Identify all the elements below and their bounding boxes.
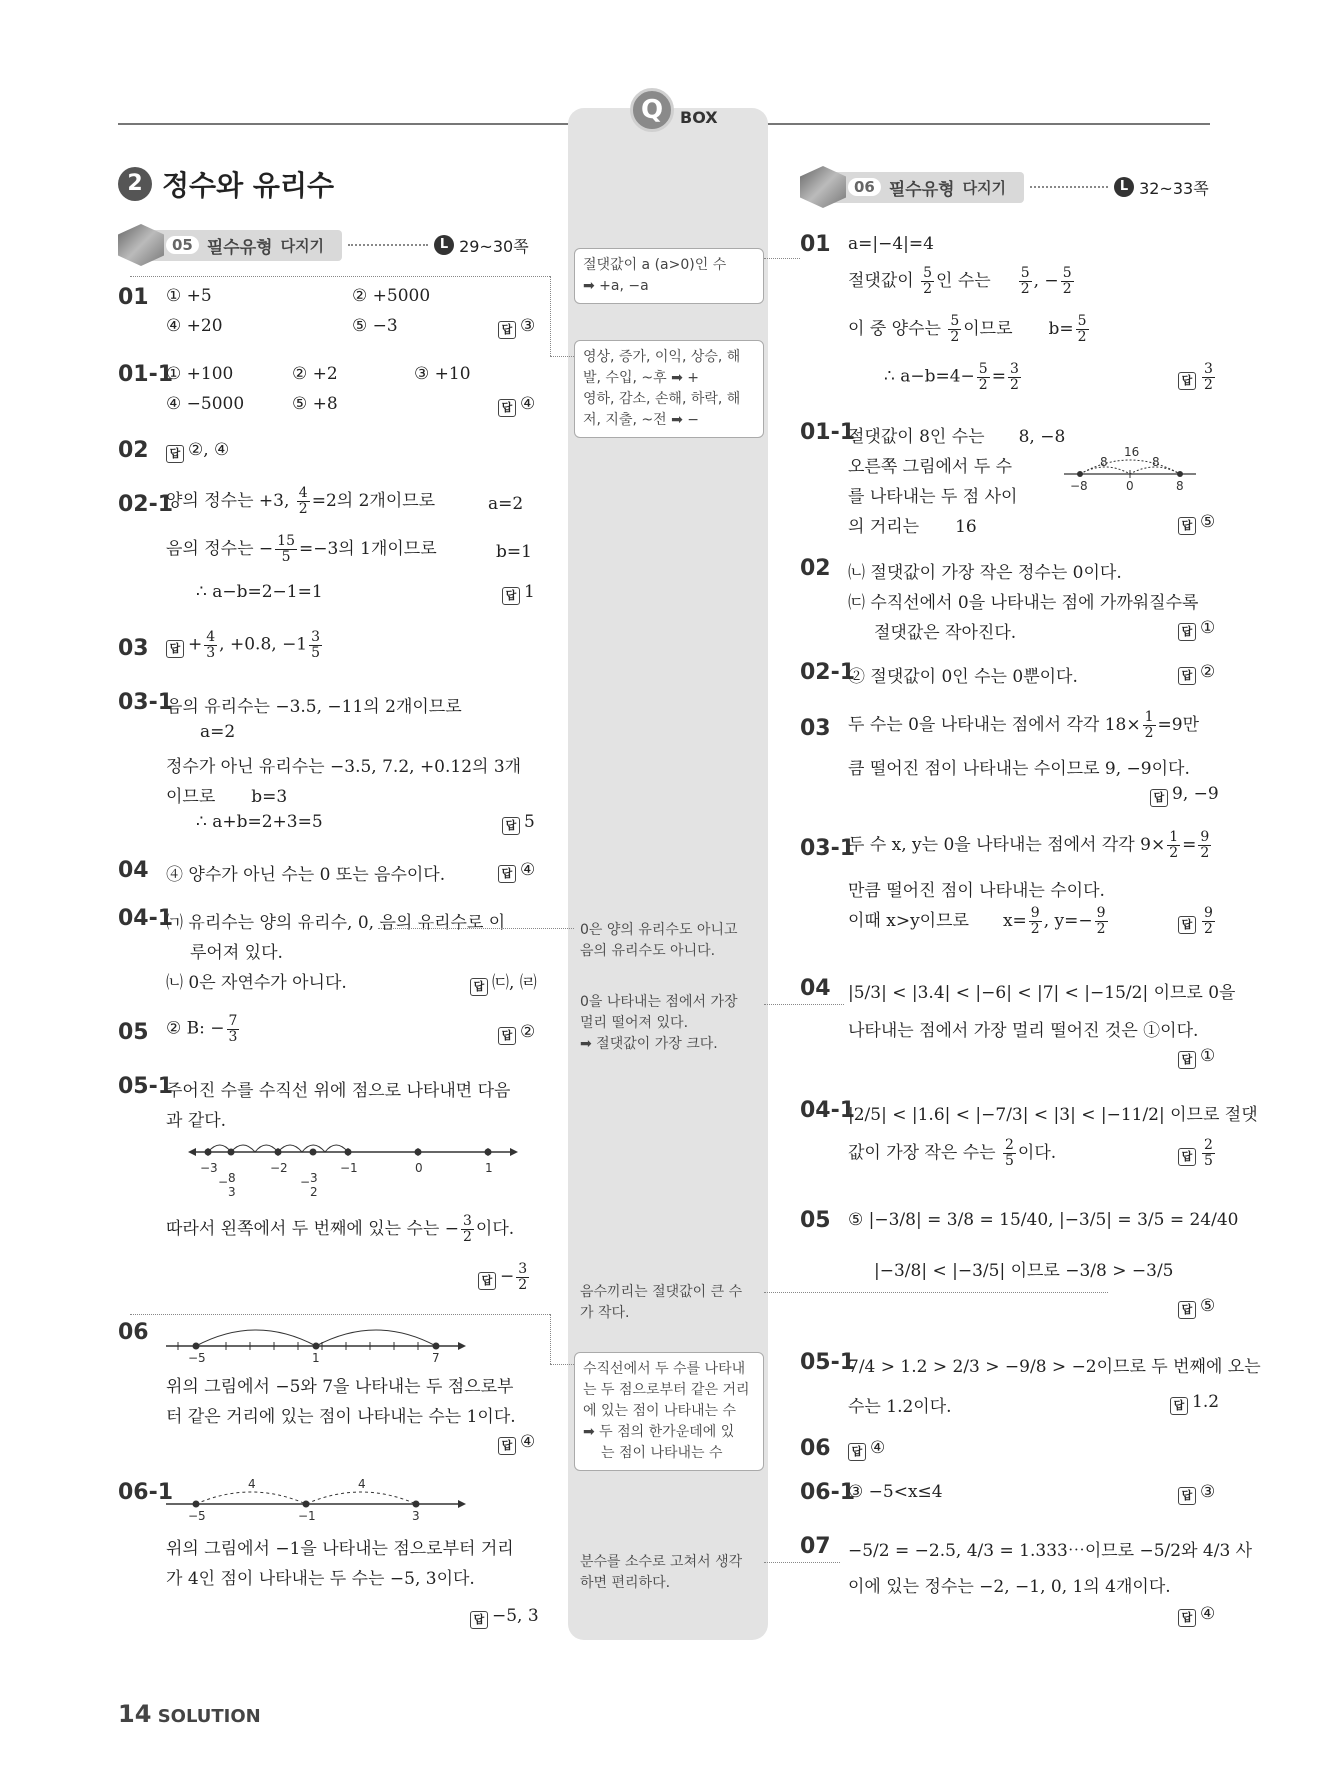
svg-text:8: 8 [1152,455,1160,469]
solution-line: 수는 1.2이다. [848,1397,952,1417]
note-midpoint: 수직선에서 두 수를 나타내 는 두 점으로부터 같은 거리 에 있는 점이 나타내는 수 ➡ 두 점의 한가운데에 있 는 점이 나타내는 수 [574,1352,764,1471]
svg-text:3: 3 [412,1509,420,1523]
solution-line: 음의 유리수는 −3.5, −11의 2개이므로 [166,697,462,717]
choice: ② +5000 [352,286,431,306]
problem-number: 03 [800,716,831,741]
section-title-text: 정수와 유리수 [162,169,335,202]
svg-text:0: 0 [1126,479,1134,493]
qbox-logo: Q [630,88,674,132]
solution-line: ∴ a−b=4− $\frac{5}{2}$ = $\frac{3}{2}$ [884,361,1019,393]
right-section-tag [800,170,1209,204]
solution-line: 루어져 있다. [190,943,283,963]
problem-number: 03 [118,636,149,661]
svg-text:16: 16 [1124,446,1140,459]
solution-line: 이에 있는 정수는 −2, −1, 0, 1의 4개이다. [848,1577,1171,1597]
section-number: 2 [118,167,152,201]
answer: 답 ②, ④ [166,440,229,463]
choice: ⑤ −3 [352,316,398,336]
problem-number: 01 [800,232,831,257]
svg-text:4: 4 [248,1477,256,1491]
solution-line: 음의 정수는 − $\frac{15}{5}$ =−3의 1개이므로 [166,533,437,565]
svg-text:8: 8 [1100,455,1108,469]
solution-line: 나타내는 점에서 가장 멀리 떨어진 것은 ①이다. [848,1021,1199,1041]
solution-line: ㈁ 절댓값이 가장 작은 정수는 0이다. [848,563,1122,583]
solution-line: 값이 가장 작은 수는 $\frac{2}{5}$ 이다. [848,1137,1057,1169]
solution-line: |2/5| < |1.6| < |−7/3| < |3| < |−11/2| 이므로 절댓 [848,1105,1258,1125]
number-line-figure [1060,446,1200,496]
choice: ① +100 [166,364,234,384]
svg-text:−2: −2 [270,1161,288,1175]
answer: 답 ⑤ [1178,1296,1215,1319]
answer: 답 ④ [498,394,535,417]
tag-number: 06 [848,178,881,196]
solution-line: −5/2 = −2.5, 4/3 = 1.333⋯이므로 −5/2와 4/3 사 [848,1541,1253,1561]
solution-line: 를 나타내는 두 점 사이 [848,487,1018,507]
problem-number: 06 [800,1436,831,1461]
note-signs: 영상, 증가, 이익, 상승, 해 발, 수입, ~후 ➡ + 영하, 감소, 손해, 하락, 해 저, 지출, ~전 ➡ − [574,340,764,438]
problem-number: 03-1 [118,690,174,715]
solution-line: 정수가 아닌 유리수는 −3.5, 7.2, +0.12의 3개 [166,757,522,777]
section-title [118,164,334,204]
problem-number: 02 [118,438,149,463]
problem-number: 06-1 [118,1480,174,1505]
note-zero: 0은 양의 유리수도 아니고 음의 유리수도 아니다. [580,922,738,959]
answer: 답 ④ [1178,1604,1215,1627]
answer: 답 9, −9 [1150,784,1219,807]
brand: SOLUTION [157,1706,261,1727]
answer: 답 $\frac{3}{2}$ [1178,362,1217,392]
solution-line: ④ 양수가 아닌 수는 0 또는 음수이다. [166,865,446,885]
answer: 답 ③ [498,316,535,339]
tag-subtitle: 다지기 [962,178,1007,197]
solution-value: b=1 [496,542,532,562]
answer: 답 ② [498,1022,535,1045]
choice: ① +5 [166,286,212,306]
problem-number: 01 [118,285,149,310]
tag-subtitle: 다지기 [280,236,325,255]
solution-line: ⑤ |−3/8| = 3/8 = 15/40, |−3/5| = 3/5 = 24/40 [848,1210,1239,1230]
solution-line: 의 거리는 16 [848,517,977,537]
page-number: 14 [118,1700,152,1728]
solution-line: ∴ a−b=2−1=1 [196,582,323,602]
answer: 답 + $\frac{4}{3}$ , +0.8, −1 $\frac{3}{5}$ [166,630,324,660]
svg-text:4: 4 [358,1477,366,1491]
problem-number: 01-1 [118,362,174,387]
svg-text:8: 8 [1176,479,1184,493]
solution-line: ② B: − $\frac{7}{3}$ [166,1013,238,1045]
problem-number: 07 [800,1534,831,1559]
tag-title: 필수유형 [206,237,273,258]
tag-title: 필수유형 [888,179,955,200]
choice: ④ −5000 [166,394,245,414]
lesson-ref-icon: L [1114,177,1134,197]
answer: 답 ③ [1178,1482,1215,1505]
solution-line: ② 절댓값이 0인 수는 0뿐이다. [848,667,1078,687]
problem-number: 04-1 [800,1098,856,1123]
answer: 답 ① [1178,618,1215,641]
problem-number: 03-1 [800,836,856,861]
solution-line: 위의 그림에서 −5와 7을 나타내는 두 점으로부 [166,1377,514,1397]
solution-line: 오른쪽 그림에서 두 수 [848,457,1013,477]
choice: ④ +20 [166,316,223,336]
answer: 답 ② [1178,662,1215,685]
problem-number: 01-1 [800,420,856,445]
svg-text:−3: −3 [200,1161,218,1175]
svg-text:0: 0 [415,1161,423,1175]
solution-line: 절댓값이 $\frac{5}{2}$ 인 수는 $\frac{5}{2}$ , − $\frac{5}{2}$ [848,265,1072,297]
number-line-figure [166,1314,466,1364]
note-absolute-value: 절댓값이 a (a>0)인 수 ➡ +a, −a [574,248,764,304]
problem-number: 02-1 [800,660,856,685]
page-footer [118,1700,261,1728]
answer: 답 ④ [498,860,535,883]
solution-line: 터 같은 거리에 있는 점이 나타내는 수는 1이다. [166,1407,516,1427]
answer: 답 −5, 3 [470,1606,539,1629]
svg-text:−: − [300,1175,311,1189]
solution-line: 절댓값은 작아진다. [874,623,1017,643]
svg-text:−5: −5 [188,1351,206,1364]
answer: 답 ④ [848,1438,885,1461]
answer: 답 ④ [498,1432,535,1455]
answer: 답 1.2 [1170,1392,1219,1415]
svg-text:1: 1 [485,1161,493,1175]
svg-text:7: 7 [432,1351,440,1364]
problem-number: 06 [118,1320,149,1345]
solution-line: 만큼 떨어진 점이 나타내는 수이다. [848,881,1105,901]
solution-line: 과 같다. [166,1111,227,1131]
problem-number: 04 [800,976,831,1001]
tag-number: 05 [166,236,199,254]
solution-line: 두 수는 0을 나타내는 점에서 각각 18× $\frac{1}{2}$ =9만 [848,709,1200,741]
solution-line: ㈁ 0은 자연수가 아니다. [166,973,347,993]
solution-line: 위의 그림에서 −1을 나타내는 점으로부터 거리 [166,1539,514,1559]
svg-text:1: 1 [312,1351,320,1364]
answer: 답 1 [502,582,535,605]
svg-text:−8: −8 [1070,479,1088,493]
problem-number: 06-1 [800,1480,856,1505]
note-farthest: 0을 나타내는 점에서 가장 멀리 떨어져 있다. ➡ 절댓값이 가장 크다. [580,994,738,1052]
solution-line: 이 중 양수는 $\frac{5}{2}$ 이므로 b= $\frac{5}{2}$ [848,313,1087,345]
svg-text:8: 8 [228,1171,236,1185]
solution-line: 7/4 > 1.2 > 2/3 > −9/8 > −2이므로 두 번째에 오는 [848,1357,1261,1377]
solution-line: 이므로 b=3 [166,787,288,807]
problem-number: 02-1 [118,492,174,517]
answer: 답 − $\frac{3}{2}$ [478,1262,531,1292]
qbox-label: BOX [680,108,718,127]
number-line-figure [166,1474,466,1524]
solution-line: 이때 x>y이므로 x= $\frac{9}{2}$ , y=− $\frac{9}{2}$ [848,905,1106,937]
svg-text:−1: −1 [298,1509,316,1523]
svg-text:3: 3 [228,1185,236,1199]
solution-line: a=|−4|=4 [848,234,934,254]
answer: 답 ⑤ [1178,512,1215,535]
problem-number: 05-1 [118,1074,174,1099]
svg-text:−: − [218,1175,229,1189]
svg-text:−1: −1 [340,1161,358,1175]
solution-line: 절댓값이 8인 수는 8, −8 [848,427,1066,447]
problem-number: 04-1 [118,906,174,931]
solution-line: ㈀ 유리수는 양의 유리수, 0, 음의 유리수로 이 [166,913,506,933]
solution-line: 따라서 왼쪽에서 두 번째에 있는 수는 − $\frac{3}{2}$ 이다. [166,1213,515,1245]
answer: 답 $\frac{2}{5}$ [1178,1138,1217,1168]
solution-line: |−3/8| < |−3/5| 이므로 −3/8 > −3/5 [874,1261,1174,1281]
note-decimal: 분수를 소수로 고쳐서 생각 하면 편리하다. [580,1554,743,1591]
solution-line: 주어진 수를 수직선 위에 점으로 나타내면 다음 [166,1081,511,1101]
problem-number: 05 [800,1208,831,1233]
lesson-ref-icon: L [434,235,454,255]
problem-number: 02 [800,556,831,581]
left-section-tag [118,228,529,262]
solution-line: ㈂ 수직선에서 0을 나타내는 점에 가까워질수록 [848,593,1199,613]
svg-text:−5: −5 [188,1509,206,1523]
solution-line: a=2 [200,722,236,742]
solution-line: 큼 떨어진 점이 나타내는 수이므로 9, −9이다. [848,759,1190,779]
tag-pages: 32~33쪽 [1139,178,1209,198]
problem-number: 04 [118,858,149,883]
choice: ② +2 [292,364,338,384]
answer: 답 ① [1178,1046,1215,1069]
solution-line: ③ −5<x≤4 [848,1482,943,1502]
note-negatives: 음수끼리는 절댓값이 큰 수 가 작다. [580,1284,743,1321]
choice: ⑤ +8 [292,394,338,414]
svg-text:3: 3 [310,1171,318,1185]
problem-number: 05-1 [800,1350,856,1375]
problem-number: 05 [118,1020,149,1045]
solution-line: 양의 정수는 +3, $\frac{4}{2}$ =2의 2개이므로 [166,485,436,517]
answer: 답 5 [502,812,535,835]
answer: 답 $\frac{9}{2}$ [1178,906,1217,936]
svg-text:2: 2 [310,1185,318,1199]
answer: 답 ㈂, ㈃ [470,968,537,996]
solution-line: |5/3| < |3.4| < |−6| < |7| < |−15/2| 이므로 0을 [848,983,1236,1003]
number-line-figure [188,1134,518,1204]
solution-value: a=2 [488,494,524,514]
solution-line: 가 4인 점이 나타내는 두 수는 −5, 3이다. [166,1569,475,1589]
choice: ③ +10 [414,364,471,384]
solution-line: 두 수 x, y는 0을 나타내는 점에서 각각 9× $\frac{1}{2}$ = $\frac{9}{2}$ [848,829,1210,861]
tag-pages: 29~30쪽 [459,236,529,256]
solution-line: ∴ a+b=2+3=5 [196,812,323,832]
